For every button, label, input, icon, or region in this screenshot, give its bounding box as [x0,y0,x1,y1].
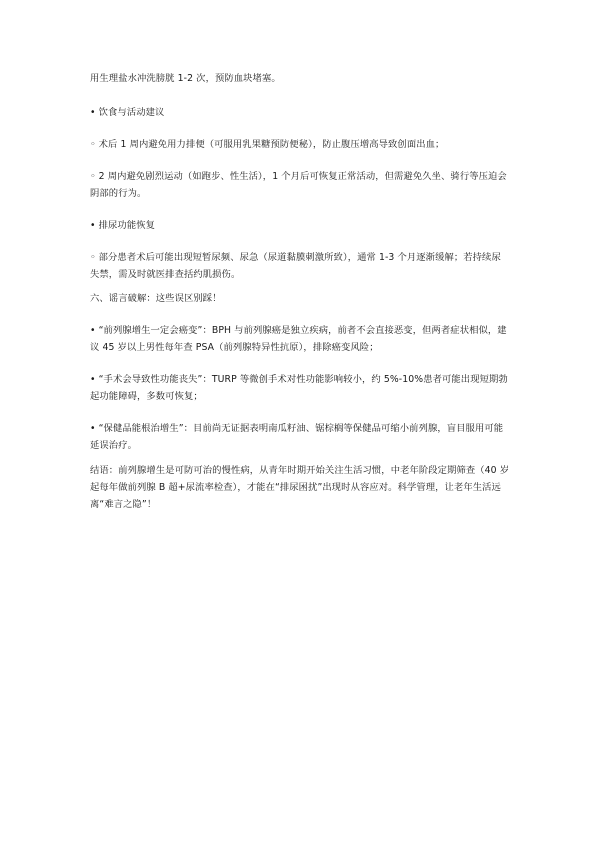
heading-myths: 六、谣言破解：这些误区别踩！ [90,293,222,304]
paragraph-myth-cancer: • “前列腺增生一定会癌变”：BPH 与前列腺癌是独立疾病，前者不会直接恶变，但两者症状相似，建议 45 岁以上男性每年查 PSA（前列腺特异性抗原），排除癌变风险； [90,325,507,353]
heading-urination-recovery: • 排尿功能恢复 [90,220,156,231]
paragraph-urination-recovery: ◦ 部分患者术后可能出现短暂尿频、尿急（尿道黏膜刺激所致），通常 1-3 个月逐渐缓解；若持续尿失禁，需及时就医排查括约肌损伤。 [90,252,501,280]
paragraph-myth-surgery: • “手术会导致性功能丧失”：TURP 等微创手术对性功能影响较小，约 5%-10%患者可能出现短期勃起功能障碍，多数可恢复； [90,374,508,402]
paragraph-bladder-irrigation: 用生理盐水冲洗膀胱 1-2 次，预防血块堵塞。 [90,73,281,84]
paragraph-conclusion: 结语：前列腺增生是可防可治的慢性病，从青年时期开始关注生活习惯，中老年阶段定期筛查（40 岁起每年做前列腺 B 超+尿流率检查），才能在“排尿困扰”出现时从容应对。科学管理，让老年生活远离“难言之隐”！ [90,465,510,510]
heading-diet-activity: • 饮食与活动建议 [90,107,165,118]
paragraph-exercise-advice: ◦ 2 周内避免剧烈运动（如跑步、性生活），1 个月后可恢复正常活动，但需避免久坐、骑行等压迫会阴部的行为。 [90,171,507,199]
paragraph-myth-supplements: • “保健品能根治增生”：目前尚无证据表明南瓜籽油、锯棕榈等保健品可缩小前列腺，盲目服用可能延误治疗。 [90,423,504,451]
paragraph-bowel-advice: ◦ 术后 1 周内避免用力排便（可服用乳果糖预防便秘），防止腹压增高导致创面出血； [90,139,445,150]
